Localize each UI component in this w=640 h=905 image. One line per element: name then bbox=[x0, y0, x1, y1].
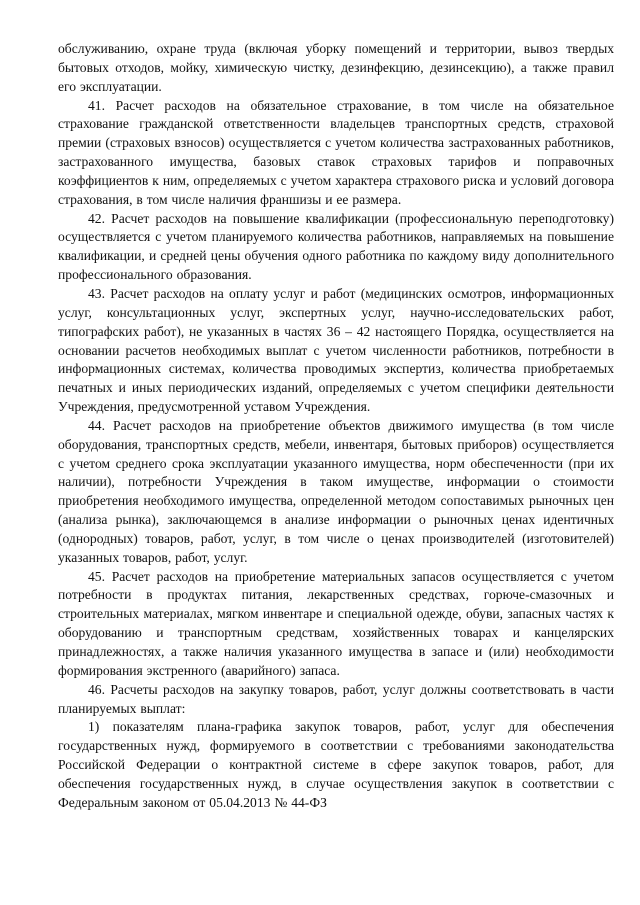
paragraph-continuation: обслуживанию, охране труда (включая уборку помещений и территории, вывоз твердых бытовых отходов, мойку, химическую чистку, дезинфекцию, дезинсекцию), а также правил его эксплуатации. bbox=[58, 41, 614, 94]
paragraph-42: 42. Расчет расходов на повышение квалификации (профессиональную переподготовку) осуществляется с учетом планируемого количества работников, направляемых на повышение квалификации, и средней цены обучения одного работника по каждому виду дополнительного профессионального образования. bbox=[58, 210, 614, 283]
paragraph-43: 43. Расчет расходов на оплату услуг и работ (медицинских осмотров, информационных услуг, консультационных услуг, экспертных услуг, научно-исследовательских работ, типографских работ), не указанных в частях 36 – 42 настоящего Порядка, осуществляется на основании расчетов необходимых выплат с учетом численности работников, потребности в информационных системах, количества проводимых экспертиз, количества приобретаемых печатных и иных периодических изданий, определяемых с учетом специфики деятельности Учреждения, предусмотренной уставом Учреждения. bbox=[58, 285, 614, 415]
paragraph-44: 44. Расчет расходов на приобретение объектов движимого имущества (в том числе оборудования, транспортных средств, мебели, инвентаря, бытовых приборов) осуществляется с учетом среднего срока эксплуатации указанного имущества, норм обеспеченности (при их наличии), потребности Учреждения в таком имуществе, информации о стоимости приобретения необходимого имущества, определенной методом сопоставимых рыночных цен (анализа рынка), заключающемся в анализе информации о рыночных ценах идентичных (однородных) товаров, работ, услуг, в том числе о ценах производителей (изготовителей) указанных товаров, работ, услуг. bbox=[58, 417, 614, 565]
paragraph-46-item-1: 1) показателям плана-графика закупок товаров, работ, услуг для обеспечения государственных нужд, формируемого в соответствии с требованиями законодательства Российской Федерации о контрактной системе в сфере закупок товаров, работ, для обеспечения государственных нужд, в случае осуществления закупок в соответствии с Федеральным законом от 05.04.2013 № 44-ФЗ bbox=[58, 719, 614, 810]
paragraph-46: 46. Расчеты расходов на закупку товаров, работ, услуг должны соответствовать в части планируемых выплат: bbox=[58, 681, 614, 716]
paragraph-45: 45. Расчет расходов на приобретение материальных запасов осуществляется с учетом потребности в продуктах питания, лекарственных средствах, горюче-смазочных и строительных материалах, мягком инвентаре и специальной одежде, обуви, запасных частях к оборудованию и транспортным средствам, хозяйственных товарах и канцелярских принадлежностях, а также наличия указанного имущества в запасе и (или) необходимости формирования экстренного (аварийного) запаса. bbox=[58, 568, 614, 678]
paragraph-41: 41. Расчет расходов на обязательное страхование, в том числе на обязательное страхование гражданской ответственности владельцев транспортных средств, страховой премии (страховых взносов) осуществляется с учетом количества застрахованных работников, застрахованного имущества, базовых ставок страховых тарифов и поправочных коэффициентов к ним, определяемых с учетом характера страхового риска и условий договора страхования, в том числе наличия франшизы и ее размера. bbox=[58, 97, 614, 207]
